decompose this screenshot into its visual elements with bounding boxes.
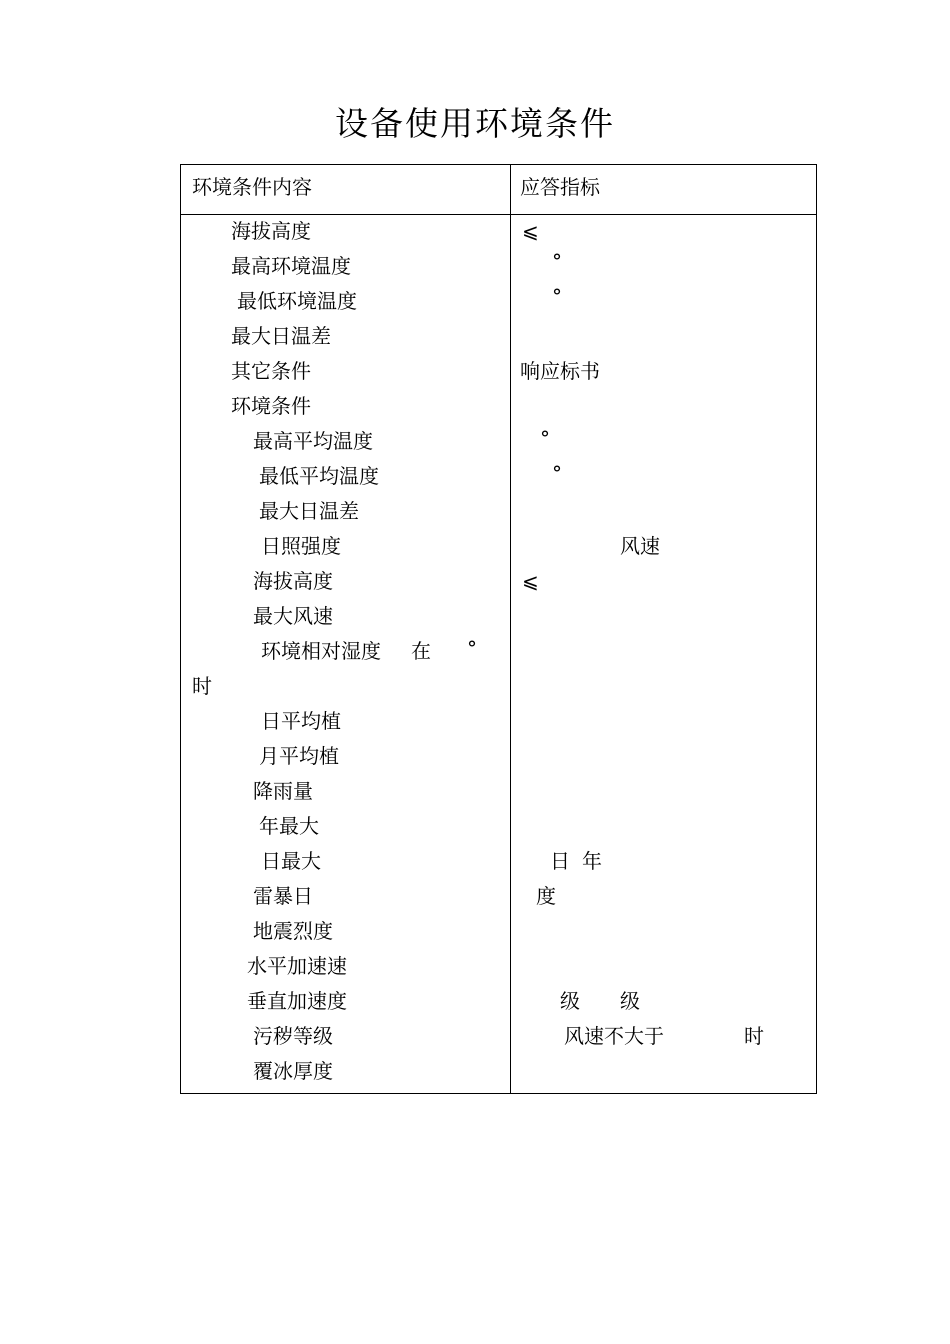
value-altitude: ⩽	[522, 219, 539, 243]
value-thunderstorm-degree: 度	[536, 884, 556, 908]
row-sunshine-intensity: 日照强度	[261, 534, 341, 558]
row-humidity-degree: °	[467, 636, 477, 660]
row-environment-conditions: 环境条件	[231, 394, 311, 418]
row-max-daily-temp-diff-2: 最大日温差	[259, 499, 359, 523]
row-vertical-acceleration: 垂直加速度	[247, 989, 347, 1013]
value-time: 时	[744, 1024, 764, 1048]
row-ice-thickness: 覆冰厚度	[253, 1059, 333, 1083]
value-other-conditions: 响应标书	[520, 359, 600, 383]
row-min-avg-temp: 最低平均温度	[259, 464, 379, 488]
row-annual-max: 年最大	[259, 814, 319, 838]
header-divider	[181, 214, 816, 215]
value-max-ambient-temp: °	[552, 249, 562, 273]
value-daily-max-year: 年	[582, 849, 602, 873]
page-title: 设备使用环境条件	[335, 104, 615, 143]
row-pollution-level: 污秽等级	[253, 1024, 333, 1048]
value-level-1: 级	[560, 989, 580, 1013]
row-humidity-time: 时	[192, 674, 212, 698]
value-daily-max-day: 日	[550, 849, 570, 873]
value-sunshine-wind: 风速	[620, 534, 660, 558]
row-humidity-at: 在	[411, 639, 431, 663]
row-altitude: 海拔高度	[231, 219, 311, 243]
row-monthly-average: 月平均植	[259, 744, 339, 768]
value-max-avg-temp: °	[540, 426, 550, 450]
header-response-indicator: 应答指标	[520, 175, 600, 199]
value-min-ambient-temp: °	[552, 284, 562, 308]
row-horizontal-acceleration: 水平加速速	[247, 954, 347, 978]
row-max-wind-speed: 最大风速	[253, 604, 333, 628]
environment-table	[180, 164, 817, 1094]
column-divider	[510, 165, 511, 1093]
row-daily-average: 日平均植	[261, 709, 341, 733]
row-max-avg-temp: 最高平均温度	[253, 429, 373, 453]
row-daily-max: 日最大	[261, 849, 321, 873]
value-altitude-2: ⩽	[522, 569, 539, 593]
row-max-ambient-temp: 最高环境温度	[231, 254, 351, 278]
row-max-daily-temp-diff: 最大日温差	[231, 324, 331, 348]
row-thunderstorm-days: 雷暴日	[253, 884, 313, 908]
value-wind-not-exceeding: 风速不大于	[564, 1024, 664, 1048]
value-level-2: 级	[620, 989, 640, 1013]
header-condition-content: 环境条件内容	[192, 175, 312, 199]
row-rainfall: 降雨量	[253, 779, 313, 803]
row-min-ambient-temp: 最低环境温度	[237, 289, 357, 313]
row-relative-humidity: 环境相对湿度	[261, 639, 381, 663]
row-other-conditions: 其它条件	[231, 359, 311, 383]
value-min-avg-temp: °	[552, 461, 562, 485]
row-altitude-2: 海拔高度	[253, 569, 333, 593]
row-seismic-intensity: 地震烈度	[253, 919, 333, 943]
